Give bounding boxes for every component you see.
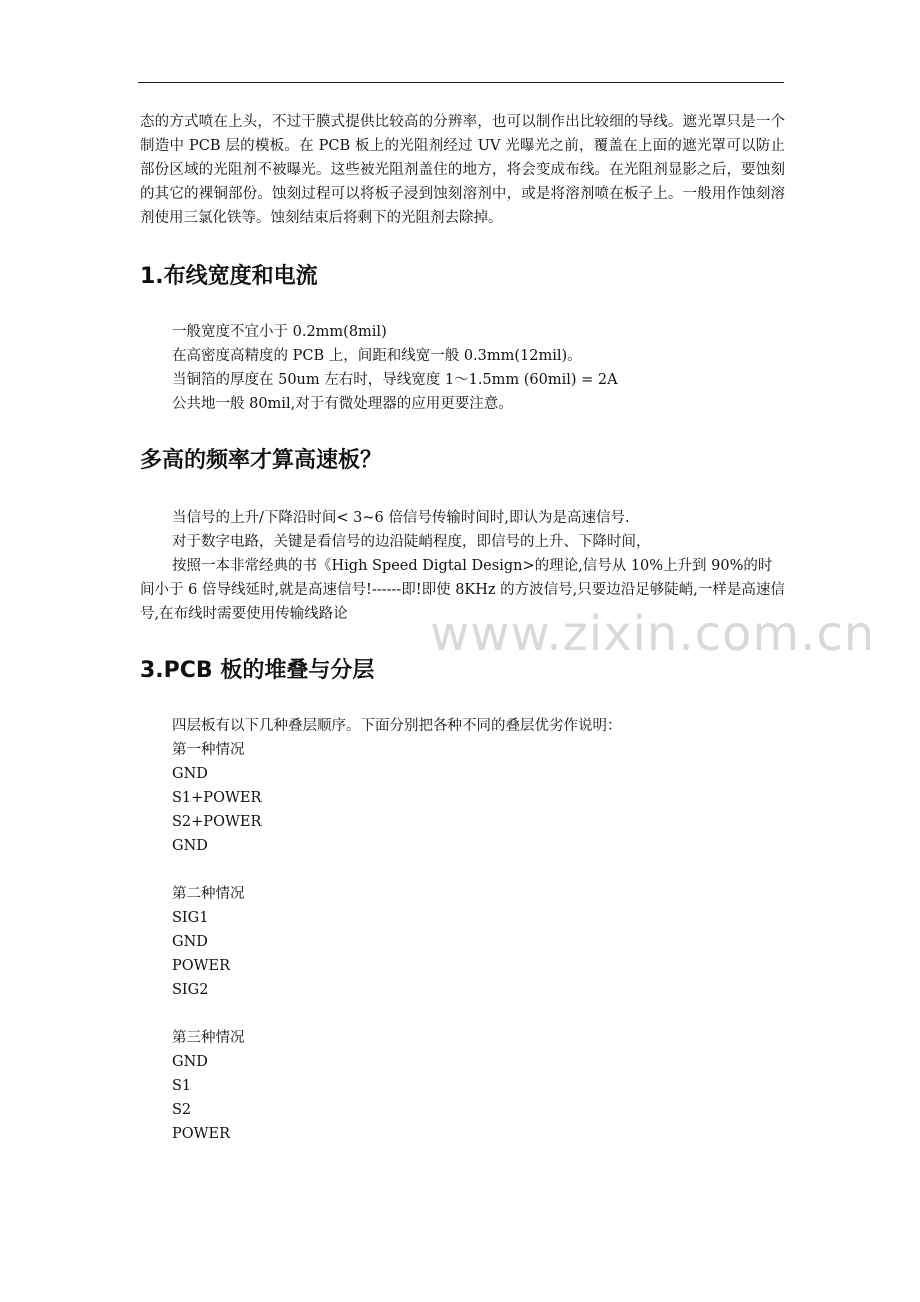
section2-line: 按照一本非常经典的书《High Speed Digtal Design>的理论,信号从 10%上升到 90%的时间小于 6 倍导线延时,就是高速信号!------即!即使 8KHz 的方波信号,只要边沿足够陡峭,一样是高速信号,在布线时需要使用传输线路论: [140, 558, 785, 622]
layer-item: S2: [172, 1102, 192, 1118]
section2-line: 对于数字电路，关键是看信号的边沿陡峭程度，即信号的上升、下降时间，: [172, 534, 651, 550]
section1-line: 在高密度高精度的 PCB 上，间距和线宽一般 0.3mm(12mil)。: [172, 348, 582, 364]
layer-item: S1: [172, 1078, 192, 1094]
section1-line: 公共地一般 80mil,对于有微处理器的应用更要注意。: [172, 396, 513, 412]
section1-line: 一般宽度不宜小于 0.2mm(8mil): [172, 324, 387, 340]
section2-heading: 多高的频率才算高速板？: [140, 448, 383, 473]
layer-item: SIG2: [172, 982, 209, 998]
section3-body: [140, 714, 785, 1146]
layer-item: S2+POWER: [172, 814, 262, 830]
case1-title: 第一种情况: [172, 742, 245, 758]
spacer: [140, 1002, 785, 1026]
header-rule: [138, 82, 784, 83]
intro-paragraph: [140, 110, 785, 230]
layer-item: POWER: [172, 958, 231, 974]
watermark: www.zixin.com.cn: [430, 606, 876, 662]
spacer: [140, 858, 785, 882]
case2-title: 第二种情况: [172, 886, 245, 902]
section1-heading: 1.布线宽度和电流: [140, 264, 318, 289]
layer-item: POWER: [172, 1126, 231, 1142]
section2-line: 当信号的上升/下降沿时间< 3~6 倍信号传输时间时,即认为是高速信号.: [172, 510, 630, 526]
section3-heading: 3.PCB 板的堆叠与分层: [140, 658, 375, 683]
case3-title: 第三种情况: [172, 1030, 245, 1046]
section3-intro: 四层板有以下几种叠层顺序。下面分别把各种不同的叠层优劣作说明：: [172, 718, 622, 734]
layer-item: S1+POWER: [172, 790, 262, 806]
section1-body: [140, 320, 785, 416]
layer-item: GND: [172, 1054, 208, 1070]
layer-item: GND: [172, 766, 208, 782]
layer-item: GND: [172, 838, 208, 854]
intro-text: 态的方式喷在上头，不过干膜式提供比较高的分辨率，也可以制作出比较细的导线。遮光罩只是一个制造中 PCB 层的模板。在 PCB 板上的光阻剂经过 UV 光曝光之前，覆盖在上面的遮光罩可以防止部份区域的光阻剂不被曝光。这些被光阻剂盖住的地方，将会变成布线。在光阻剂显影之后，要蚀刻的其它的裸铜部份。蚀刻过程可以将板子浸到蚀刻溶剂中，或是将溶剂喷在板子上。一般用作蚀刻溶剂使用三氯化铁等。蚀刻结束后将剩下的光阻剂去除掉。: [140, 114, 785, 226]
layer-item: GND: [172, 934, 208, 950]
section1-line: 当铜箔的厚度在 50um 左右时，导线宽度 1～1.5mm (60mil) = 2A: [172, 372, 618, 388]
layer-item: SIG1: [172, 910, 209, 926]
